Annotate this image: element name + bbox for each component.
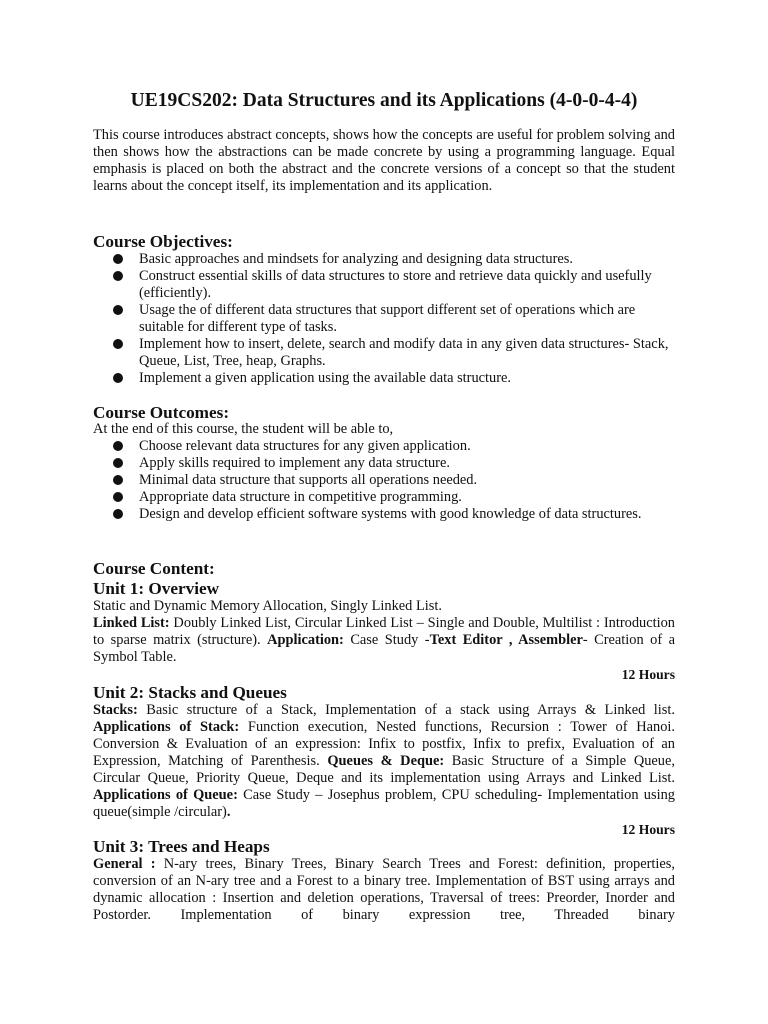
unit1-line1: Static and Dynamic Memory Allocation, Singly Linked List. xyxy=(93,598,442,614)
unit2-heading: Unit 2: Stacks and Queues xyxy=(93,683,287,702)
bullet-icon xyxy=(113,458,123,468)
list-item: Apply skills required to implement any data structure. xyxy=(93,455,675,472)
bullet-icon xyxy=(113,339,123,349)
unit1-hours: 12 Hours xyxy=(621,667,675,682)
outcomes-list xyxy=(93,438,675,523)
list-item: Usage the of different data structures that support different set of operations which are suitable for different type of tasks. xyxy=(93,302,675,336)
content-heading: Course Content: xyxy=(93,559,215,578)
course-intro: This course introduces abstract concepts, shows how the concepts are useful for problem solving and then shows how the abstractions can be made concrete by using a programming language. Equal emphasis is placed on both the abstract and the concrete versions of a concept so that the student learns about the concept itself, its implementation and its application. xyxy=(93,127,675,194)
outcomes-heading: Course Outcomes: xyxy=(93,403,230,422)
bullet-icon xyxy=(113,492,123,502)
bullet-icon xyxy=(113,373,123,383)
course-title: UE19CS202: Data Structures and its Applications (4-0-0-4-4) xyxy=(130,90,638,111)
unit1-paragraph: Linked List: Doubly Linked List, Circular Linked List – Single and Double, Multilist : Introduction to sparse matrix (structure). Application: Case Study -Text Editor , Assembler- Creation of a Symbol Table. xyxy=(93,615,675,665)
unit3-heading: Unit 3: Trees and Heaps xyxy=(93,837,270,856)
bullet-icon xyxy=(113,441,123,451)
unit2-paragraph: Stacks: Basic structure of a Stack, Implementation of a stack using Arrays & Linked list. Applications of Stack: Function execution, Nested functions, Recursion : Tower of Hanoi. Conversion & Evaluation of an expression: Infix to postfix, Infix to prefix, Evaluation of an Expression, Matching of Parenthesis. Queues & Deque: Basic Structure of a Simple Queue, Circular Queue, Priority Queue, Deque and its implementation using Arrays and Linked List. Applications of Queue: Case Study – Josephus problem, CPU scheduling- Implementation using queue(simple /circular). xyxy=(93,702,675,820)
list-item: Basic approaches and mindsets for analyzing and designing data structures. xyxy=(93,251,675,268)
bullet-icon xyxy=(113,254,123,264)
list-item: Implement a given application using the available data structure. xyxy=(93,370,675,387)
unit2-hours: 12 Hours xyxy=(621,822,675,837)
unit3-paragraph: General : N-ary trees, Binary Trees, Binary Search Trees and Forest: definition, properties, conversion of an N-ary tree and a Forest to a binary tree. Implementation of BST using arrays and dynamic allocation : Insertion and deletion operations, Traversal of trees: Preorder, Inorder and Postorder. Implementation of binary expression tree, Threaded binary xyxy=(93,856,675,923)
list-item: Appropriate data structure in competitive programming. xyxy=(93,489,675,506)
unit1-heading: Unit 1: Overview xyxy=(93,579,220,598)
list-item: Construct essential skills of data structures to store and retrieve data quickly and usefully (efficiently). xyxy=(93,268,675,302)
outcomes-lead: At the end of this course, the student will be able to, xyxy=(93,421,394,437)
bullet-icon xyxy=(113,271,123,281)
list-item: Implement how to insert, delete, search and modify data in any given data structures- Stack, Queue, List, Tree, heap, Graphs. xyxy=(93,336,675,370)
list-item: Choose relevant data structures for any given application. xyxy=(93,438,675,455)
bullet-icon xyxy=(113,305,123,315)
objectives-list xyxy=(93,251,675,387)
list-item: Minimal data structure that supports all operations needed. xyxy=(93,472,675,489)
bullet-icon xyxy=(113,475,123,485)
objectives-heading: Course Objectives: xyxy=(93,232,233,251)
list-item: Design and develop efficient software systems with good knowledge of data structures. xyxy=(93,506,675,523)
bullet-icon xyxy=(113,509,123,519)
